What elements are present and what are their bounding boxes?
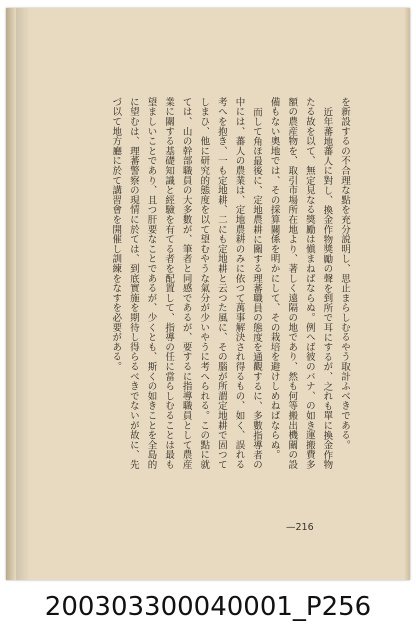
page-number: —216 [286,522,314,533]
paragraph-2: 近年蕃地蕃人に對し、換金作物獎勵の聲を到所で耳にするが、之れも單に換金作物たる故を以て、無定見なる獎勵は愼まねばならぬ。例へば彼のバナ、の如き運搬費多額の農産物を、取引市場所在地より、著しく遠隔の地であり、然も何等搬出機關の設備もない奧地では、その採算關係を明かにして、その栽培を避けしめねばならぬ。 [268,97,333,470]
page-binding [6,8,16,580]
image-caption: 200303300040001_P256 [44,592,372,622]
page-edge [404,8,410,580]
paragraph-3: 而して角ほ最後に、定地農耕に關する理蕃職員の態度を通觀するに、多數指導者の中には、蕃人の農業は、定地農耕のみに依つて萬事解決され得るもの、如く、誤れる考へを抱き、一も定地耕、二にも定地耕と云つた風に、その腦が所謂定地耕で固つてしまひ、他に研究的態度を以て望むやうな氣分が少いやうに考へられる。この點に就ては、山の幹部職員の大多數が、筆者と同感であるが、要するに指導職員として農産業に關する基礎知識と經驗を有てる者を配置して、指導の任に當らしむることは最も望ましいことであり、且つ肝要なことであるが、少くとも、斯くの如きことを全島的に望むは、理蕃警察の現情に於ては、到底實施を期待し得らるべきでないが故に、先づ以て地方廳に於て講習會を開催し訓練をなすを必要がある。 [110,97,263,470]
body-text [53,97,353,472]
binding-shadow [16,8,30,580]
paragraph-1: を新設するの不合理な點を充分説明し、思止まらしむるやう取計ふべきである。 [339,97,350,450]
